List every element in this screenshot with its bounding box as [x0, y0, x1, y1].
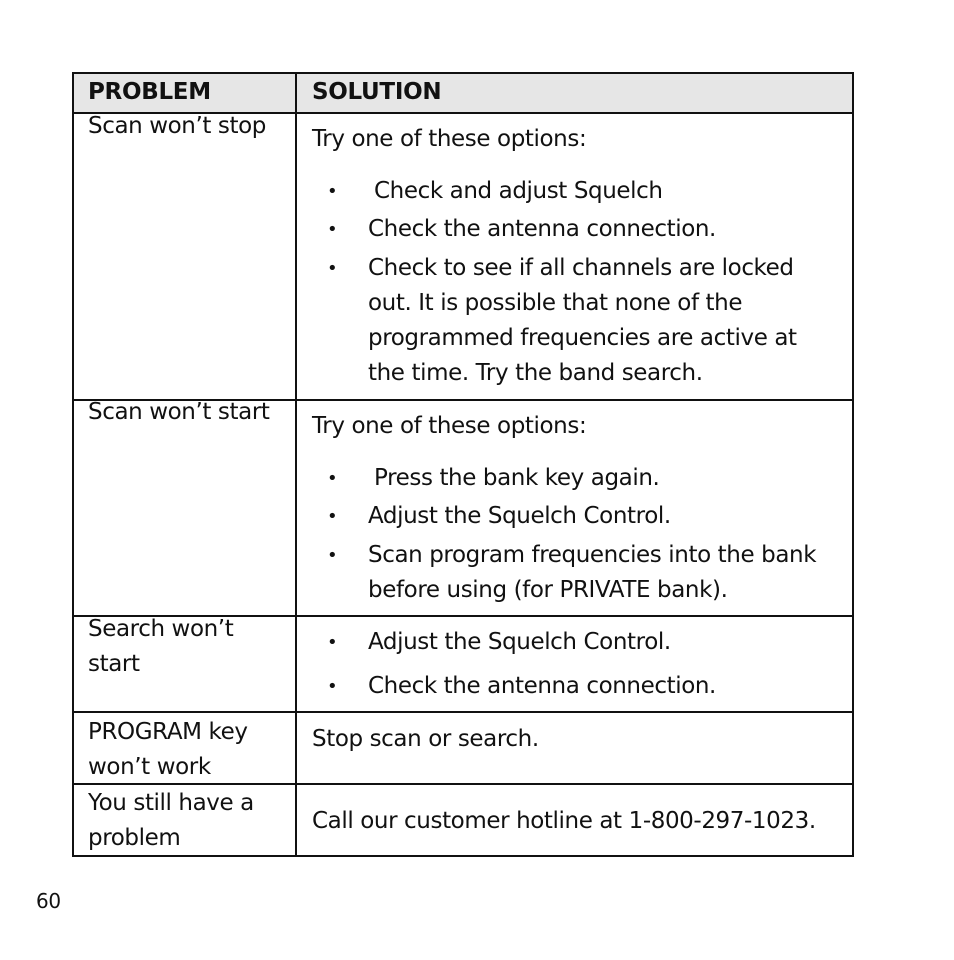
table-border-top: [72, 72, 854, 74]
solution-bullet: Press the bank key again.: [374, 465, 660, 491]
solution-hotline: Call our customer hotline at 1-800-297-1023.: [312, 808, 816, 834]
solution-bullet: Adjust the Squelch Control.: [368, 503, 671, 529]
table-border-bottom: [72, 855, 854, 857]
page-number: 60: [36, 889, 61, 913]
solution-bullet-line: before using (for PRIVATE bank).: [368, 577, 728, 603]
solution-bullet-line: Scan program frequencies into the bank: [368, 542, 817, 568]
problem-program-key-line2: won’t work: [88, 754, 211, 780]
solution-bullet-line: programmed frequencies are active at: [368, 325, 797, 351]
bullet: •: [327, 468, 338, 489]
problem-still-have: You still have a: [88, 790, 254, 816]
solution-text: Stop scan or search.: [312, 726, 539, 752]
bullet: •: [327, 506, 338, 527]
troubleshooting-table: [72, 72, 854, 857]
solution-bullet-line: the time. Try the band search.: [368, 360, 703, 386]
solution-bullet: Adjust the Squelch Control.: [368, 629, 671, 655]
bullet: •: [327, 676, 338, 697]
solution-bullet: Check the antenna connection.: [368, 673, 716, 699]
problem-still-have-line2: problem: [88, 825, 181, 851]
problem-scan-wont-start: Scan won’t start: [88, 399, 270, 425]
solution-bullet: Check and adjust Squelch: [374, 178, 663, 204]
row-divider: [72, 711, 854, 713]
solution-bullet-line: Check to see if all channels are locked: [368, 255, 794, 281]
column-divider: [295, 72, 297, 857]
header-solution: SOLUTION: [312, 79, 442, 105]
problem-search-wont-start: Search won’t: [88, 616, 234, 642]
solution-intro: Try one of these options:: [312, 126, 587, 152]
solution-bullet-line: out. It is possible that none of the: [368, 290, 743, 316]
bullet: •: [327, 258, 338, 279]
solution-bullet: Check the antenna connection.: [368, 216, 716, 242]
problem-program-key: PROGRAM key: [88, 719, 248, 745]
bullet: •: [327, 632, 338, 653]
header-problem: PROBLEM: [88, 79, 211, 105]
table-border-left: [72, 72, 74, 857]
table-border-right: [852, 72, 854, 857]
solution-intro: Try one of these options:: [312, 413, 587, 439]
bullet: •: [327, 219, 338, 240]
bullet: •: [327, 181, 338, 202]
problem-scan-wont-stop: Scan won’t stop: [88, 113, 267, 139]
problem-search-wont-start-line2: start: [88, 651, 140, 677]
bullet: •: [327, 545, 338, 566]
